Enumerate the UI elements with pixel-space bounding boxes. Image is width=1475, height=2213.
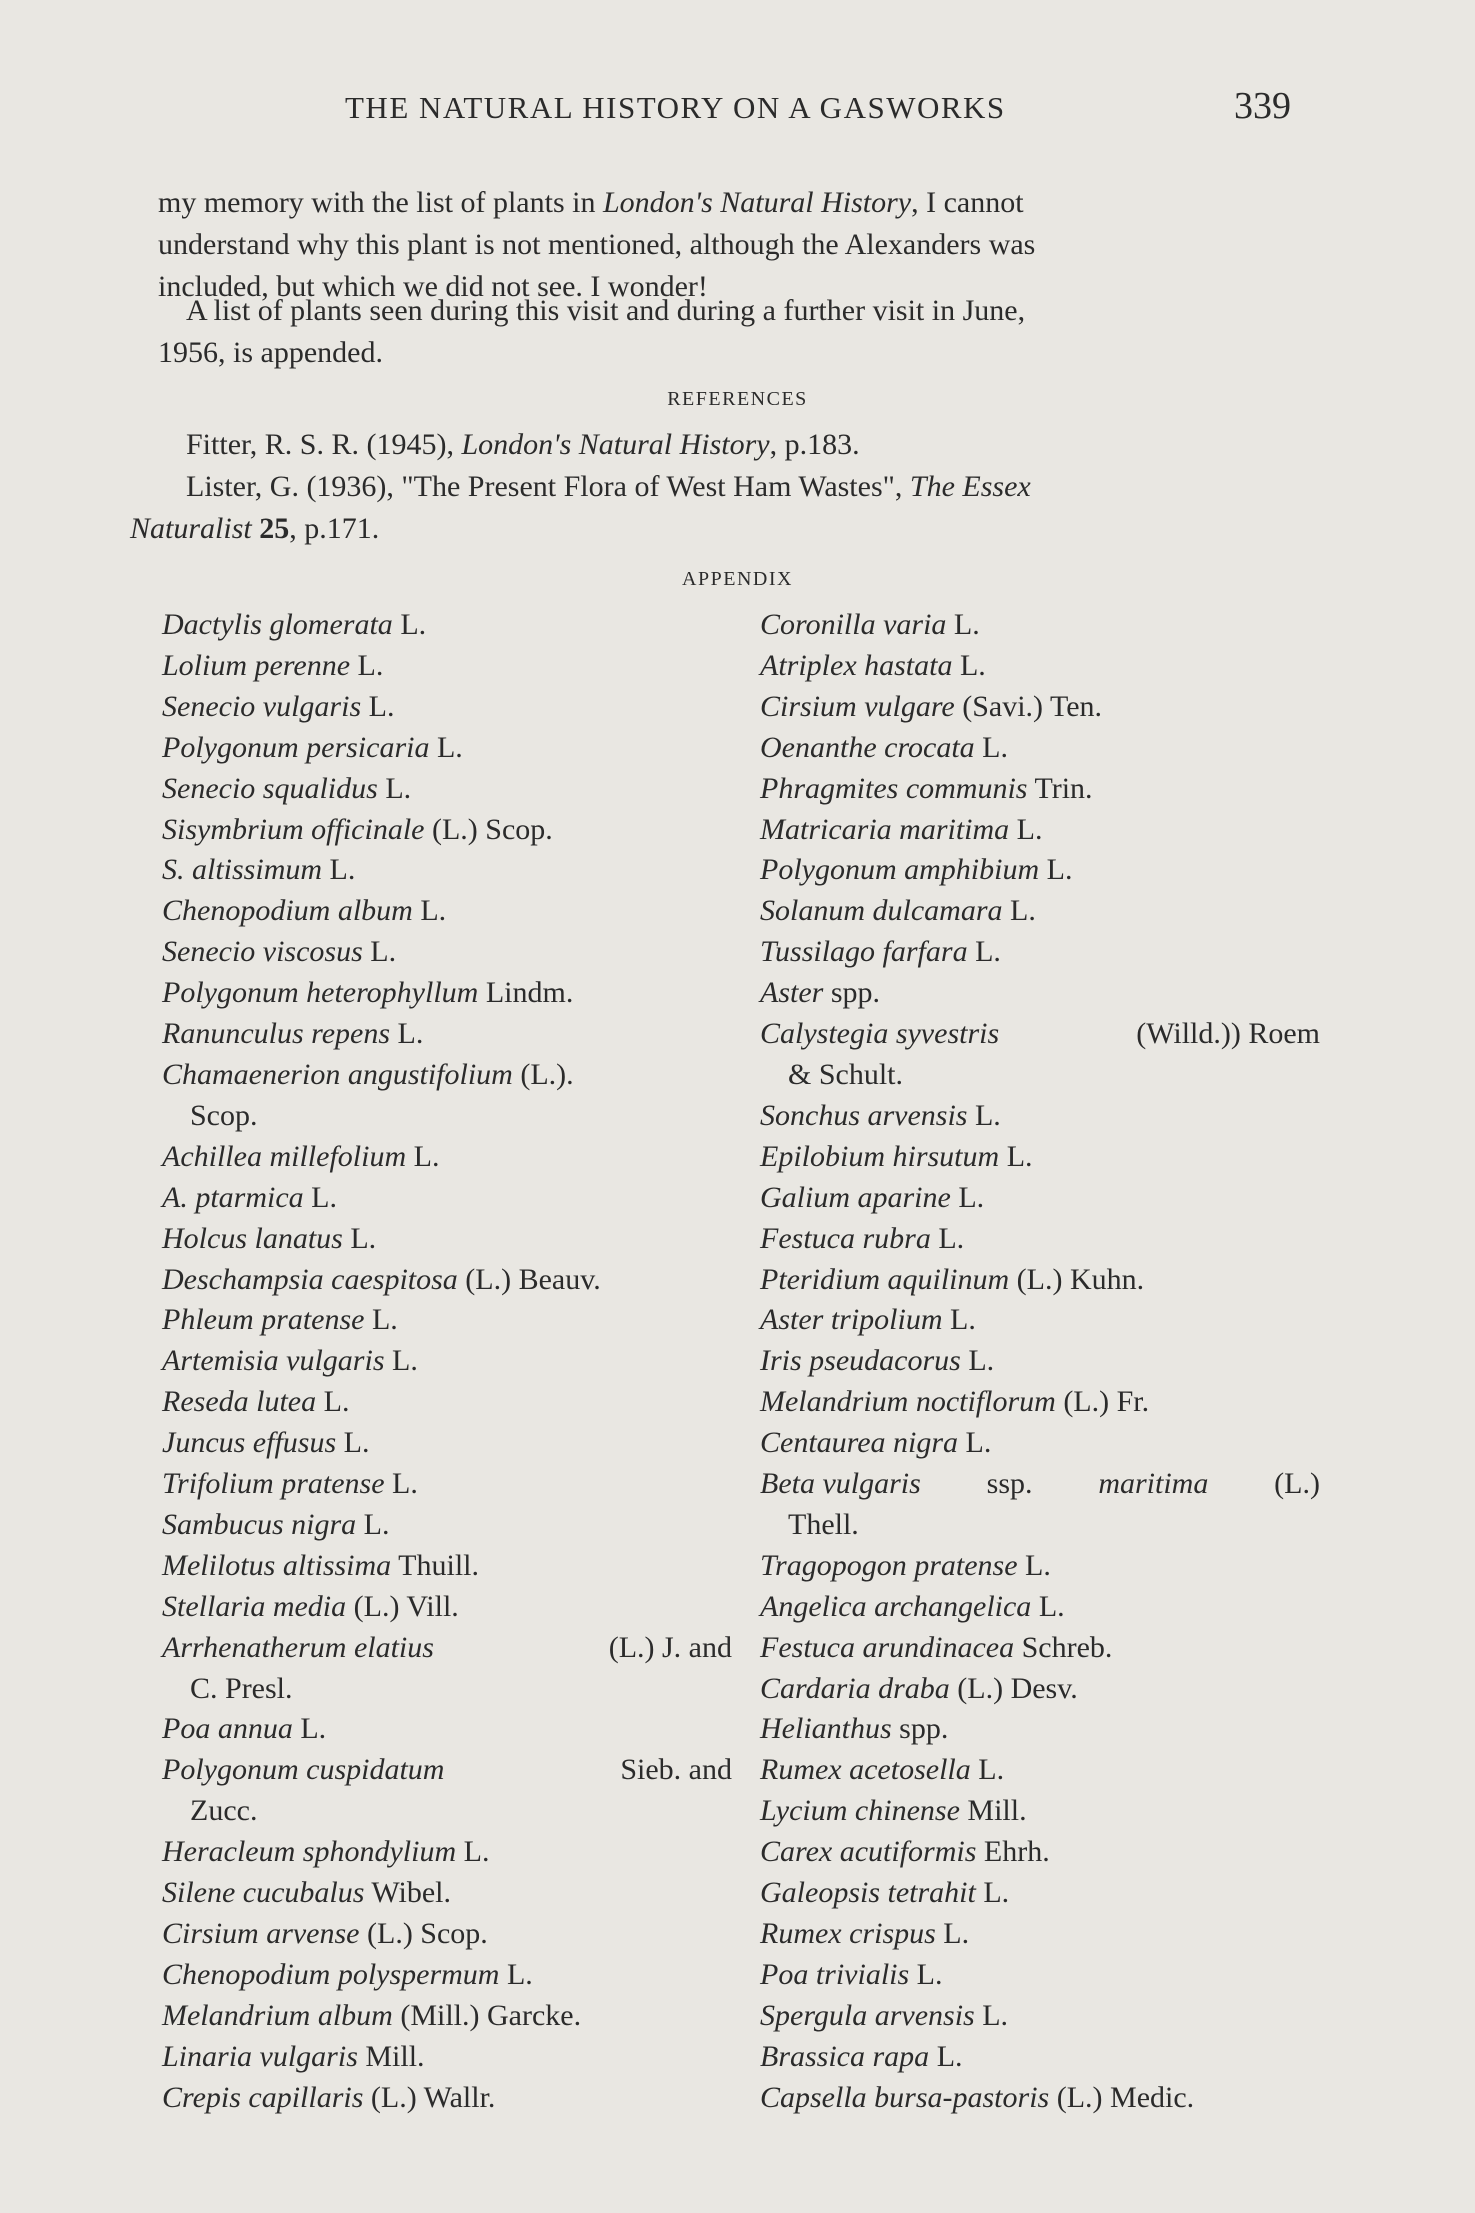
- species-entry: Lolium perenne L.: [162, 648, 384, 682]
- species-entry: Epilobium hirsutum L.: [760, 1139, 1033, 1173]
- species-entry: Sambucus nigra L.: [162, 1507, 390, 1541]
- species-entry: Rumex acetosella L.: [760, 1753, 1005, 1787]
- species-entry: Atriplex hastata L.: [760, 648, 986, 682]
- species-entry: Senecio vulgaris L.: [162, 689, 395, 723]
- species-entry: Matricaria maritima L.: [760, 812, 1043, 846]
- species-entry: Heracleum sphondylium L.: [162, 1835, 490, 1869]
- species-entry: Centaurea nigra L.: [760, 1426, 992, 1460]
- species-entry: Angelica archangelica L.: [760, 1589, 1065, 1623]
- species-entry: Galium aparine L.: [760, 1180, 985, 1214]
- appendix-right-column: [760, 605, 1320, 2119]
- species-entry: Helianthus spp.: [760, 1712, 949, 1746]
- species-entry: Chamaenerion angustifolium (L.).: [162, 1057, 574, 1091]
- references-heading: REFERENCES: [667, 388, 808, 410]
- text-line: my memory with the list of plants in London's Natural History, I cannot: [158, 186, 1024, 219]
- species-entry: Carex acutiformis Ehrh.: [760, 1835, 1050, 1869]
- species-entry: Pteridium aquilinum (L.) Kuhn.: [760, 1262, 1145, 1296]
- species-entry: Poa trivialis L.: [760, 1957, 943, 1991]
- species-entry: Cirsium arvense (L.) Scop.: [162, 1917, 488, 1950]
- species-entry: Polygonum persicaria L.: [162, 730, 463, 764]
- species-entry: Solanum dulcamara L.: [760, 894, 1036, 928]
- species-entry: Holcus lanatus L.: [162, 1221, 377, 1255]
- species-entry: Festuca rubra L.: [760, 1221, 965, 1255]
- species-entry: Senecio squalidus L.: [162, 771, 412, 805]
- species-entry-continuation: Thell.: [788, 1507, 859, 1541]
- species-entry: Linaria vulgaris Mill.: [162, 2039, 425, 2073]
- species-entry: Polygonum heterophyllum Lindm.: [162, 976, 574, 1010]
- species-entry: Artemisia vulgaris L.: [162, 1344, 418, 1378]
- species-entry: Melilotus altissima Thuill.: [162, 1548, 479, 1582]
- species-entry: Tussilago farfara L.: [760, 935, 1001, 969]
- reference-entry: Lister, G. (1936), "The Present Flora of West Ham Wastes", The Essex Naturalist 25, p.171.: [130, 470, 1031, 545]
- species-entry: Rumex crispus L.: [760, 1917, 970, 1950]
- species-entry: Sisymbrium officinale (L.) Scop.: [162, 812, 553, 846]
- species-entry-continuation: & Schult.: [788, 1057, 904, 1091]
- text-line: A list of plants seen during this visit and during a further visit in June,: [186, 294, 1026, 327]
- species-entry: Sonchus arvensis L.: [760, 1098, 1001, 1132]
- species-entry: Phragmites communis Trin.: [760, 771, 1093, 805]
- species-entry: Poa annua L.: [162, 1712, 327, 1746]
- species-entry: Oenanthe crocata L.: [760, 730, 1008, 764]
- species-entry: Achillea millefolium L.: [162, 1139, 440, 1173]
- species-entry: Polygonum amphibium L.: [760, 853, 1073, 887]
- species-entry: Brassica rapa L.: [760, 2039, 963, 2073]
- running-header: THE NATURAL HISTORY ON A GASWORKS: [345, 90, 1006, 125]
- species-entry: Silene cucubalus Wibel.: [162, 1876, 452, 1910]
- species-entry: Senecio viscosus L.: [162, 935, 397, 969]
- species-entry: Melandrium noctiflorum (L.) Fr.: [760, 1385, 1150, 1419]
- appendix-left-column: [162, 605, 732, 2119]
- species-entry: Deschampsia caespitosa (L.) Beauv.: [162, 1262, 601, 1296]
- species-entry-continuation: C. Presl.: [190, 1671, 293, 1705]
- species-entry: Chenopodium polyspermum L.: [162, 1957, 533, 1991]
- species-entry: Galeopsis tetrahit L.: [760, 1876, 1010, 1910]
- text-line: understand why this plant is not mentioned, although the Alexanders was: [158, 228, 1036, 261]
- species-entry: Aster spp.: [760, 976, 881, 1010]
- references-list: [130, 424, 1308, 550]
- species-entry: Reseda lutea L.: [162, 1385, 350, 1419]
- appendix-heading: APPENDIX: [682, 568, 793, 590]
- species-entry: Melandrium album (Mill.) Garcke.: [162, 1998, 582, 2032]
- species-entry: Lycium chinense Mill.: [760, 1794, 1027, 1828]
- species-entry: Capsella bursa-pastoris (L.) Medic.: [760, 2080, 1195, 2114]
- species-entry: Juncus effusus L.: [162, 1426, 370, 1460]
- species-entry: Calystegia syvestris (Willd.)) Roem: [760, 1017, 1320, 1051]
- species-entry: Aster tripolium L.: [760, 1303, 976, 1337]
- species-entry: Arrhenatherum elatius (L.) J. and: [162, 1630, 732, 1664]
- species-entry: Tragopogon pratense L.: [760, 1548, 1051, 1582]
- species-entry: Phleum pratense L.: [162, 1303, 398, 1337]
- species-entry: Crepis capillaris (L.) Wallr.: [162, 2080, 496, 2114]
- reference-entry: Fitter, R. S. R. (1945), London's Natural History, p.183.: [186, 428, 860, 461]
- species-entry: Ranunculus repens L.: [162, 1017, 424, 1051]
- species-entry: Cirsium vulgare (Savi.) Ten.: [760, 689, 1103, 723]
- species-entry: Chenopodium album L.: [162, 894, 447, 928]
- species-entry: Cardaria draba (L.) Desv.: [760, 1671, 1078, 1705]
- species-entry: Festuca arundinacea Schreb.: [760, 1630, 1113, 1664]
- species-entry: S. altissimum L.: [162, 853, 356, 887]
- species-entry-continuation: Zucc.: [190, 1794, 258, 1828]
- species-entry: Polygonum cuspidatum Sieb. and: [162, 1753, 732, 1787]
- page-number: 339: [1234, 85, 1291, 127]
- species-entry-continuation: Scop.: [190, 1098, 258, 1132]
- species-entry: A. ptarmica L.: [162, 1180, 337, 1214]
- text-line: 1956, is appended.: [158, 336, 383, 369]
- species-entry: Spergula arvensis L.: [760, 1998, 1009, 2032]
- species-entry: Dactylis glomerata L.: [162, 608, 427, 641]
- species-entry: Beta vulgaris ssp. maritima (L.): [760, 1467, 1320, 1501]
- species-entry: Coronilla varia L.: [760, 608, 980, 641]
- text-line: included, but which we did not see. I wonder!: [158, 270, 708, 303]
- species-entry: Iris pseudacorus L.: [760, 1344, 995, 1378]
- species-entry: Trifolium pratense L.: [162, 1467, 418, 1501]
- species-entry: Stellaria media (L.) Vill.: [162, 1589, 459, 1623]
- paragraph-list-intro: [158, 290, 1308, 374]
